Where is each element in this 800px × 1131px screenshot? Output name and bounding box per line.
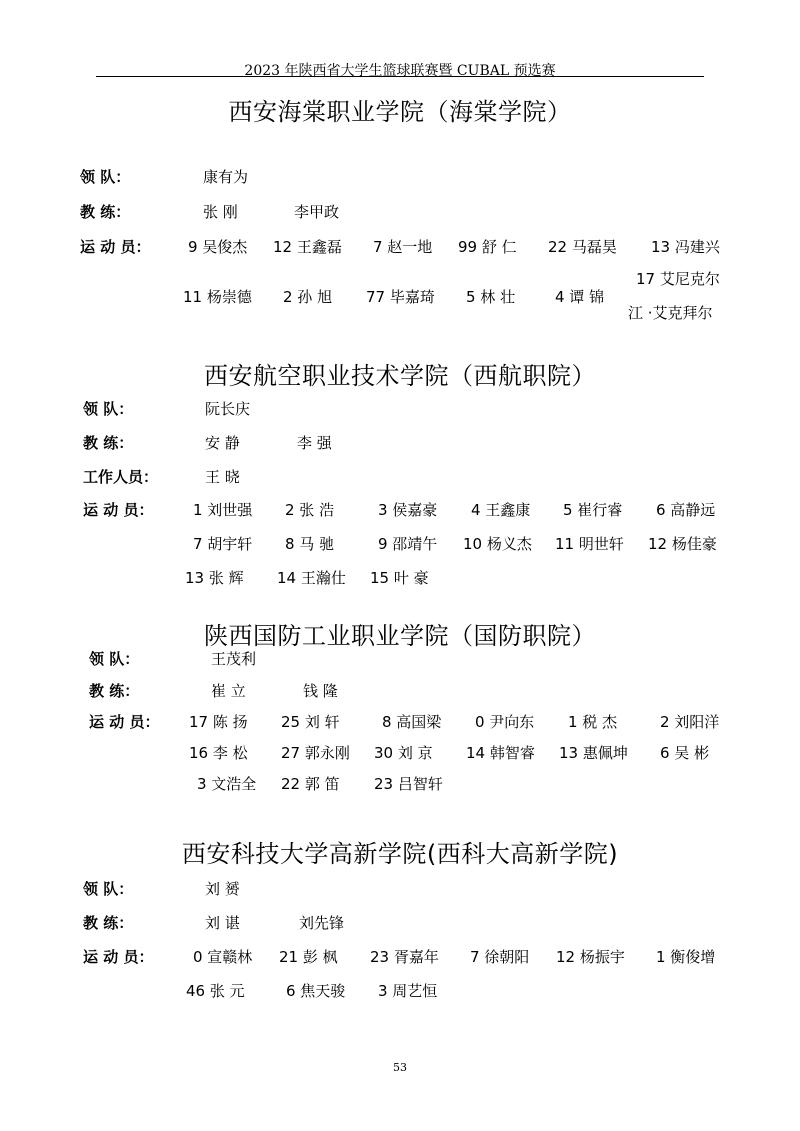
athlete: 21 彭 枫 [279,948,338,966]
athlete: 3 侯嘉豪 [378,501,438,519]
athlete: 0 宣赣林 [193,948,253,966]
athlete: 77 毕嘉琦 [366,288,435,306]
coach-label: 教 练： [80,203,131,221]
athlete: 11 明世轩 [555,535,624,553]
coach-name: 李甲政 [294,203,340,221]
coach-name: 李 强 [297,434,332,452]
athlete: 3 文浩全 [197,775,257,793]
coach-name: 钱 隆 [303,682,338,700]
athletes-label: 运 动 员： [80,238,151,256]
coach-name: 刘先锋 [299,914,345,932]
athlete: 30 刘 京 [374,744,433,762]
athlete: 8 高国梁 [382,713,442,731]
athlete: 1 税 杰 [568,713,618,731]
leader-name: 王茂利 [211,650,257,668]
athlete: 1 衡俊增 [656,948,716,966]
athlete: 12 杨佳豪 [648,535,717,553]
coach-name: 刘 谌 [205,914,240,932]
staff-label: 工作人员： [83,468,159,486]
page-number: 53 [393,1061,407,1074]
athlete: 6 焦天骏 [286,982,346,1000]
athlete: 99 舒 仁 [458,238,517,256]
team-title: 陕西国防工业职业学院（国防职院） [204,622,596,650]
athlete: 4 王鑫康 [471,501,531,519]
athletes-label: 运 动 员： [83,948,154,966]
leader-name: 刘 赟 [205,880,240,898]
athlete: 14 韩智睿 [466,744,535,762]
running-header: 2023 年陕西省大学生篮球联赛暨 CUBAL 预选赛 [244,63,556,79]
athlete: 6 高静远 [656,501,716,519]
leader-label: 领 队： [83,880,134,898]
leader-name: 康有为 [203,168,249,186]
athlete: 25 刘 轩 [281,713,340,731]
team-title: 西安科技大学高新学院(西科大高新学院) [181,840,619,868]
coach-label: 教 练： [83,434,134,452]
athlete: 12 杨振宇 [556,948,625,966]
coach-label: 教 练： [89,682,140,700]
athlete: 27 郭永刚 [281,744,350,762]
staff-name: 王 晓 [205,468,240,486]
athlete: 3 周艺恒 [378,982,438,1000]
athlete: 11 杨崇德 [183,288,252,306]
athlete: 22 马磊昊 [548,238,617,256]
athlete: 13 张 辉 [185,569,244,587]
athlete: 9 吴俊杰 [188,238,248,256]
athlete: 23 胥嘉年 [370,948,439,966]
athlete: 10 杨义杰 [463,535,532,553]
athlete: 5 林 壮 [466,288,516,306]
athletes-label: 运 动 员： [89,713,160,731]
athlete: 23 吕智轩 [374,775,443,793]
athlete: 7 赵一地 [373,238,433,256]
athlete: 9 邵靖午 [378,535,438,553]
athlete: 13 惠佩坤 [559,744,628,762]
athlete: 46 张 元 [186,982,245,1000]
leader-label: 领 队： [89,650,140,668]
athlete: 12 王鑫磊 [273,238,342,256]
athlete: 17 陈 扬 [189,713,248,731]
team-title: 西安航空职业技术学院（西航职院） [204,362,596,390]
team-title: 西安海棠职业学院（海棠学院） [228,98,572,126]
athlete: 6 吴 彬 [660,744,710,762]
coach-label: 教 练： [83,914,134,932]
athlete: 15 叶 豪 [370,569,429,587]
athlete: 1 刘世强 [193,501,253,519]
athlete: 7 徐朝阳 [470,948,530,966]
athlete: 13 冯建兴 [651,238,720,256]
athlete: 8 马 驰 [285,535,335,553]
coach-name: 安 静 [205,434,240,452]
athlete: 22 郭 笛 [281,775,340,793]
athletes-label: 运 动 员： [83,501,154,519]
athlete: 5 崔行睿 [563,501,623,519]
athlete: 16 李 松 [189,744,248,762]
athlete: 2 张 浩 [285,501,335,519]
coach-name: 张 刚 [203,203,238,221]
athlete: 14 王瀚仕 [277,569,346,587]
athlete: 4 谭 锦 [555,288,605,306]
athlete: 17 艾尼克尔 [636,270,720,288]
athlete: 2 刘阳洋 [660,713,720,731]
header-rule [96,76,704,77]
athlete: 7 胡宇轩 [193,535,253,553]
leader-name: 阮长庆 [205,400,251,418]
athlete: 0 尹向东 [475,713,535,731]
athlete: 江 ·艾克拜尔 [628,304,713,322]
leader-label: 领 队： [80,168,131,186]
coach-name: 崔 立 [211,682,246,700]
leader-label: 领 队： [83,400,134,418]
athlete: 2 孙 旭 [283,288,333,306]
